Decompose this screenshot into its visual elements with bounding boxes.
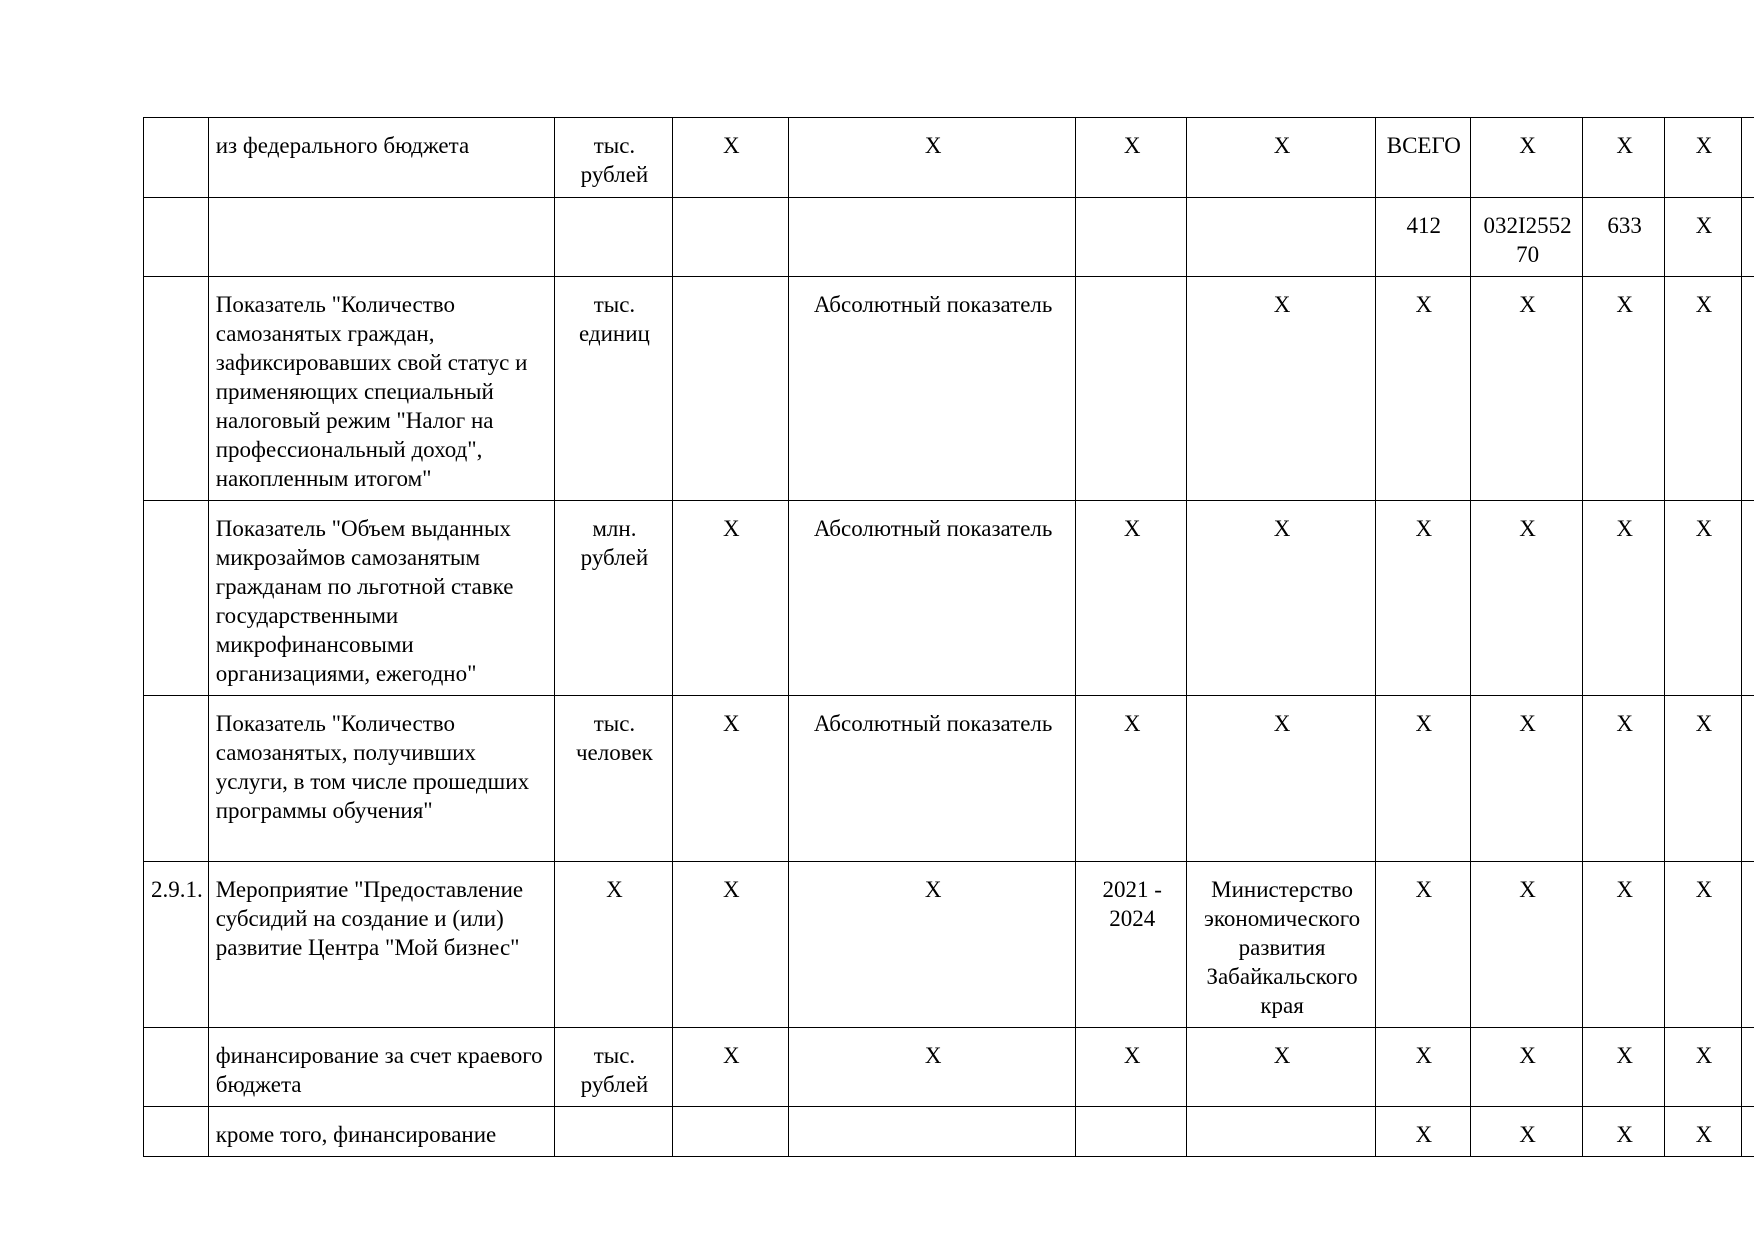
table-cell-unit (555, 198, 672, 277)
table-cell: X (1664, 277, 1741, 501)
table-cell: X (1187, 696, 1376, 862)
table-cell-number (144, 501, 209, 696)
table-cell: X (672, 501, 788, 696)
table-cell: X (1583, 277, 1664, 501)
table-row (144, 198, 1754, 277)
table-cell-clipped (1741, 1107, 1754, 1157)
table-cell: X (1583, 696, 1664, 862)
table-cell: X (672, 118, 788, 198)
table-cell-number (144, 118, 209, 198)
table-cell (1076, 198, 1187, 277)
table-cell: X (1583, 1028, 1664, 1107)
table-row (144, 862, 1754, 1028)
table-cell: X (1583, 501, 1664, 696)
table-cell: X (1470, 118, 1583, 198)
table-cell: X (1470, 277, 1583, 501)
table-cell: X (789, 862, 1076, 1028)
table-cell: 412 (1375, 198, 1470, 277)
table-row (144, 696, 1754, 862)
table-cell-name: кроме того, финансирование (208, 1107, 554, 1157)
table-cell: Абсолютный показатель (789, 501, 1076, 696)
table-cell: 633 (1583, 198, 1664, 277)
table-cell: X (1470, 696, 1583, 862)
table-cell (672, 1107, 788, 1157)
table-cell: X (672, 862, 788, 1028)
table-cell: 032I2552 70 (1470, 198, 1583, 277)
program-table (143, 117, 1754, 1157)
table-cell: X (1583, 862, 1664, 1028)
table-cell (672, 277, 788, 501)
table-cell-name: финансирование за счет краевого бюджета (208, 1028, 554, 1107)
table-cell: Министерство экономического развития Забайкальского края (1187, 862, 1376, 1028)
table-cell: X (1375, 501, 1470, 696)
table-cell-unit: тыс. единиц (555, 277, 672, 501)
table-cell: X (1664, 1107, 1741, 1157)
table-cell: X (1664, 198, 1741, 277)
table-cell-clipped (1741, 198, 1754, 277)
table-cell-name: Мероприятие "Предоставление субсидий на создание и (или) развитие Центра "Мой бизнес" (208, 862, 554, 1028)
table-cell: X (1375, 1107, 1470, 1157)
table-row (144, 118, 1754, 198)
table-cell: X (1076, 696, 1187, 862)
table-cell: X (1375, 277, 1470, 501)
table-cell (789, 198, 1076, 277)
table-cell-clipped (1741, 1028, 1754, 1107)
table-cell-name: из федерального бюджета (208, 118, 554, 198)
table-cell-number (144, 1028, 209, 1107)
table-cell-name: Показатель "Объем выданных микрозаймов самозанятым гражданам по льготной ставке государственными микрофинансовыми организациями, ежегодно" (208, 501, 554, 696)
table-cell: Абсолютный показатель (789, 696, 1076, 862)
table-row (144, 1028, 1754, 1107)
table-cell: X (1470, 1107, 1583, 1157)
table-cell (1076, 1107, 1187, 1157)
table-cell: X (789, 1028, 1076, 1107)
table-cell-unit: тыс. человек (555, 696, 672, 862)
table-cell (789, 1107, 1076, 1157)
table-cell (1187, 1107, 1376, 1157)
table-cell (1076, 277, 1187, 501)
table-cell: Абсолютный показатель (789, 277, 1076, 501)
table-cell: X (672, 1028, 788, 1107)
table-cell: X (1583, 1107, 1664, 1157)
table-cell: X (1664, 862, 1741, 1028)
table-cell: X (789, 118, 1076, 198)
table-cell-clipped (1741, 277, 1754, 501)
table-cell: X (1076, 118, 1187, 198)
table-cell-unit: X (555, 862, 672, 1028)
table-cell: X (1470, 1028, 1583, 1107)
table-cell: 2021 - 2024 (1076, 862, 1187, 1028)
table-cell: ВСЕГО (1375, 118, 1470, 198)
table-cell: X (1187, 1028, 1376, 1107)
table-cell: X (1076, 501, 1187, 696)
table-row (144, 1107, 1754, 1157)
table-cell-clipped (1741, 696, 1754, 862)
table-cell: X (1470, 862, 1583, 1028)
table-cell-clipped (1741, 118, 1754, 198)
table-cell: X (1375, 862, 1470, 1028)
table-cell (1187, 198, 1376, 277)
table-cell-clipped (1741, 862, 1754, 1028)
table-cell-number (144, 1107, 209, 1157)
table-cell-unit: тыс. рублей (555, 118, 672, 198)
table-cell (672, 198, 788, 277)
table-cell: X (1664, 696, 1741, 862)
table-row (144, 501, 1754, 696)
table-cell-number: 2.9.1. (144, 862, 209, 1028)
table-cell: X (1187, 277, 1376, 501)
table-cell: X (672, 696, 788, 862)
table-cell-unit: млн. рублей (555, 501, 672, 696)
table-cell-clipped (1741, 501, 1754, 696)
table-cell: X (1664, 118, 1741, 198)
table-cell: X (1375, 696, 1470, 862)
table-cell-number (144, 198, 209, 277)
table-cell: X (1076, 1028, 1187, 1107)
table-cell: X (1664, 501, 1741, 696)
table-cell: X (1664, 1028, 1741, 1107)
table-cell: X (1583, 118, 1664, 198)
table-cell-number (144, 277, 209, 501)
table-cell-unit: тыс. рублей (555, 1028, 672, 1107)
table-cell: X (1187, 501, 1376, 696)
table-cell-name (208, 198, 554, 277)
table-cell-unit (555, 1107, 672, 1157)
table-cell-name: Показатель "Количество самозанятых, получивших услуги, в том числе прошедших программы обучения" (208, 696, 554, 862)
table-cell-name: Показатель "Количество самозанятых граждан, зафиксировавших свой статус и применяющих специальный налоговый режим "Налог на профессиональный доход", накопленным итогом" (208, 277, 554, 501)
table-cell: X (1470, 501, 1583, 696)
table-cell: X (1187, 118, 1376, 198)
table-cell: X (1375, 1028, 1470, 1107)
table-cell-number (144, 696, 209, 862)
table-row (144, 277, 1754, 501)
